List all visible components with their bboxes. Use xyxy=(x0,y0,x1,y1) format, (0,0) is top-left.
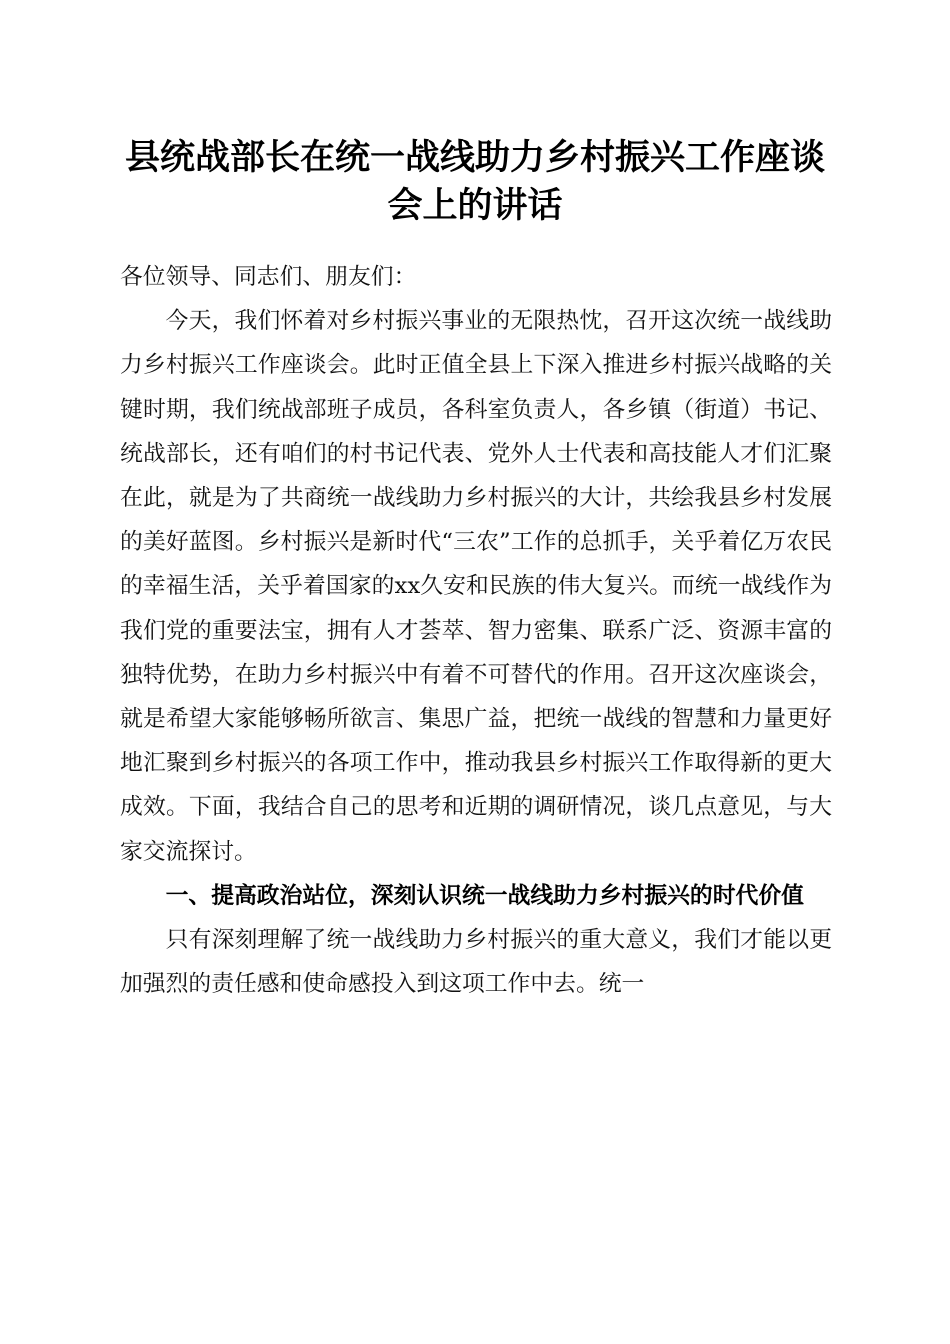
intro-paragraph: 今天，我们怀着对乡村振兴事业的无限热忱，召开这次统一战线助力乡村振兴工作座谈会。此时正值全县上下深入推进乡村振兴战略的关键时期，我们统战部班子成员，各科室负责人，各乡镇（街道）书记、统战部长，还有咱们的村书记代表、党外人士代表和高技能人才们汇聚在此，就是为了共商统一战线助力乡村振兴的大计，共绘我县乡村发展的美好蓝图。乡村振兴是新时代“三农”工作的总抓手，关乎着亿万农民的幸福生活，关乎着国家的xx久安和民族的伟大复兴。而统一战线作为我们党的重要法宝，拥有人才荟萃、智力密集、联系广泛、资源丰富的独特优势，在助力乡村振兴中有着不可替代的作用。召开这次座谈会，就是希望大家能够畅所欲言、集思广益，把统一战线的智慧和力量更好地汇聚到乡村振兴的各项工作中，推动我县乡村振兴工作取得新的更大成效。下面，我结合自己的思考和近期的调研情况，谈几点意见，与大家交流探讨。 xyxy=(120,308,832,865)
section-paragraph: 只有深刻理解了统一战线助力乡村振兴的重大意义，我们才能以更加强烈的责任感和使命感投入到这项工作中去。统一 xyxy=(120,927,832,998)
section-heading: 一、提高政治站位，深刻认识统一战线助力乡村振兴的时代价值 xyxy=(165,882,804,909)
document-body xyxy=(120,255,832,1006)
greeting: 各位领导、同志们、朋友们： xyxy=(120,264,417,290)
document-title: 县统战部长在统一战线助力乡村振兴工作座谈会上的讲话 xyxy=(124,137,825,226)
